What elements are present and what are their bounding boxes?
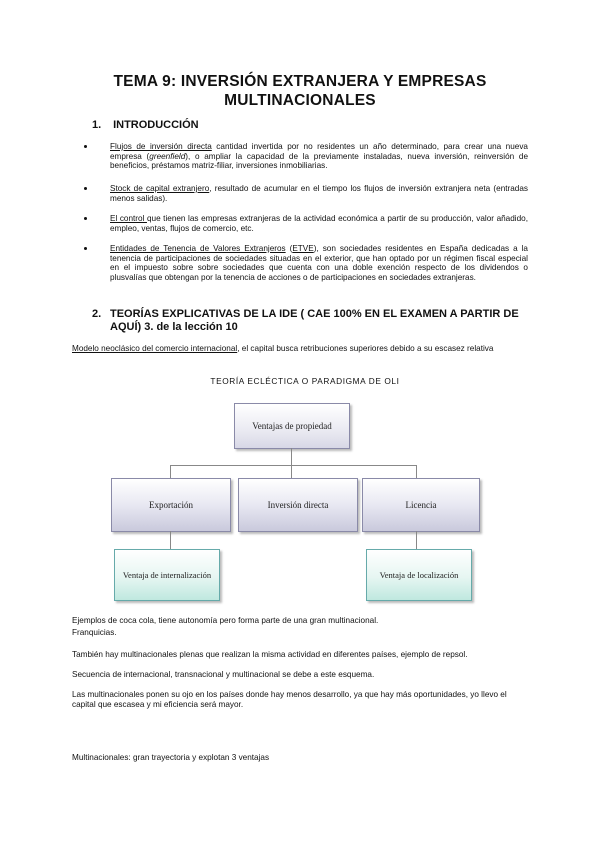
- connector-line: [416, 531, 417, 549]
- bullet-emphasis: greenfield: [149, 151, 186, 161]
- modelo-term: Modelo neoclásico del comercio internacional: [72, 344, 238, 353]
- list-item: [88, 142, 528, 171]
- section-2-number: 2.: [92, 308, 102, 320]
- bullet-icon: [84, 217, 87, 220]
- bullet-icon: [84, 187, 87, 190]
- bullet-abbr: ETVE: [292, 244, 314, 253]
- diagram-box-exportacion: Exportación: [111, 478, 231, 532]
- connector-line: [291, 465, 292, 478]
- bullet-term: Flujos de inversión directa: [110, 142, 212, 151]
- page-title: TEMA 9: INVERSIÓN EXTRANJERA Y EMPRESAS MULTINACIONALES: [113, 73, 487, 109]
- section-1-number: 1.: [92, 119, 102, 131]
- connector-line: [170, 465, 416, 466]
- list-item: [88, 214, 528, 233]
- diagram-box-localizacion: Ventaja de localización: [366, 549, 472, 601]
- section-1-heading: [92, 119, 199, 131]
- diagram-box-internalizacion: Ventaja de internalización: [114, 549, 220, 601]
- paragraph: Secuencia de internacional, transnacional y multinacional se debe a este esquema.: [72, 670, 375, 679]
- connector-line: [170, 465, 171, 478]
- bullet-text-cont: ), o ampliar la capacidad de la previamente instaladas, nueva inversión, reinversión de beneficios, préstamos matriz-filiar, inversiones inmobiliarias.: [110, 151, 529, 171]
- list-item: [88, 184, 528, 203]
- connector-line: [291, 448, 292, 466]
- bullet-text: cantidad invertida por no residentes un año determinado, para crear una nueva empresa (: [110, 142, 528, 161]
- paragraph: Multinacionales: gran trayectoria y explotan 3 ventajas: [72, 753, 270, 762]
- list-item: [88, 244, 528, 282]
- paragraph: Franquicias.: [72, 628, 117, 637]
- connector-line: [170, 531, 171, 549]
- paragraph: Las multinacionales ponen su ojo en los países donde hay menos desarrollo, ya que hay más oportunidades, yo llevo el capital que escasea y mi eficiencia será mayor.: [72, 690, 507, 709]
- bullet-term: El control: [110, 214, 147, 223]
- bullet-text: , resultado de acumular en el tiempo los flujos de inversión extranjera neta (entradas menos salidas).: [110, 184, 529, 203]
- bullet-text: que tienen las empresas extranjeras de la actividad económica a partir de su producción, valor añadido, empleo, ventas, flujos de comercio, etc.: [110, 214, 528, 233]
- diagram-box-licencia: Licencia: [362, 478, 480, 532]
- bullet-text-cont: ), son sociedades residentes en España dedicadas a la tenencia de participaciones de sociedades situadas en el exterior, que han optado por un régimen fiscal especial en el impuesto sobre sobre sociedades que cuenta con una doble exención respecto de los dividendos o plusvalías que obtengan por la tenencia de acciones o de participaciones en sociedades extranjeras.: [110, 244, 528, 282]
- paragraph: También hay multinacionales plenas que realizan la misma actividad en diferentes países, ejemplo de repsol.: [72, 650, 468, 659]
- bullet-term: Entidades de Tenencia de Valores Extranjeros: [110, 244, 286, 253]
- section-2-heading: [92, 308, 532, 334]
- bullet-term: Stock de capital extranjero: [110, 184, 210, 193]
- diagram-box-ventajas-propiedad: Ventajas de propiedad: [234, 403, 350, 449]
- bullet-icon: [84, 145, 87, 148]
- modelo-paragraph: [72, 344, 528, 354]
- bullet-icon: [84, 247, 87, 250]
- connector-line: [416, 465, 417, 478]
- paragraph: Ejemplos de coca cola, tiene autonomía pero forma parte de una gran multinacional.: [72, 616, 379, 625]
- section-2-title: TEORÍAS EXPLICATIVAS DE LA IDE ( CAE 100% EN EL EXAMEN A PARTIR DE AQUÍ) 3. de la lección 10: [110, 308, 519, 333]
- section-1-title: INTRODUCCIÓN: [113, 119, 199, 131]
- bullet-text: (: [285, 244, 293, 253]
- modelo-text: , el capital busca retribuciones superiores debido a su escasez relativa: [237, 344, 494, 353]
- diagram-box-inversion-directa: Inversión directa: [238, 478, 358, 532]
- diagram-title: TEORÍA ECLÉCTICA O PARADIGMA DE OLI: [210, 376, 400, 386]
